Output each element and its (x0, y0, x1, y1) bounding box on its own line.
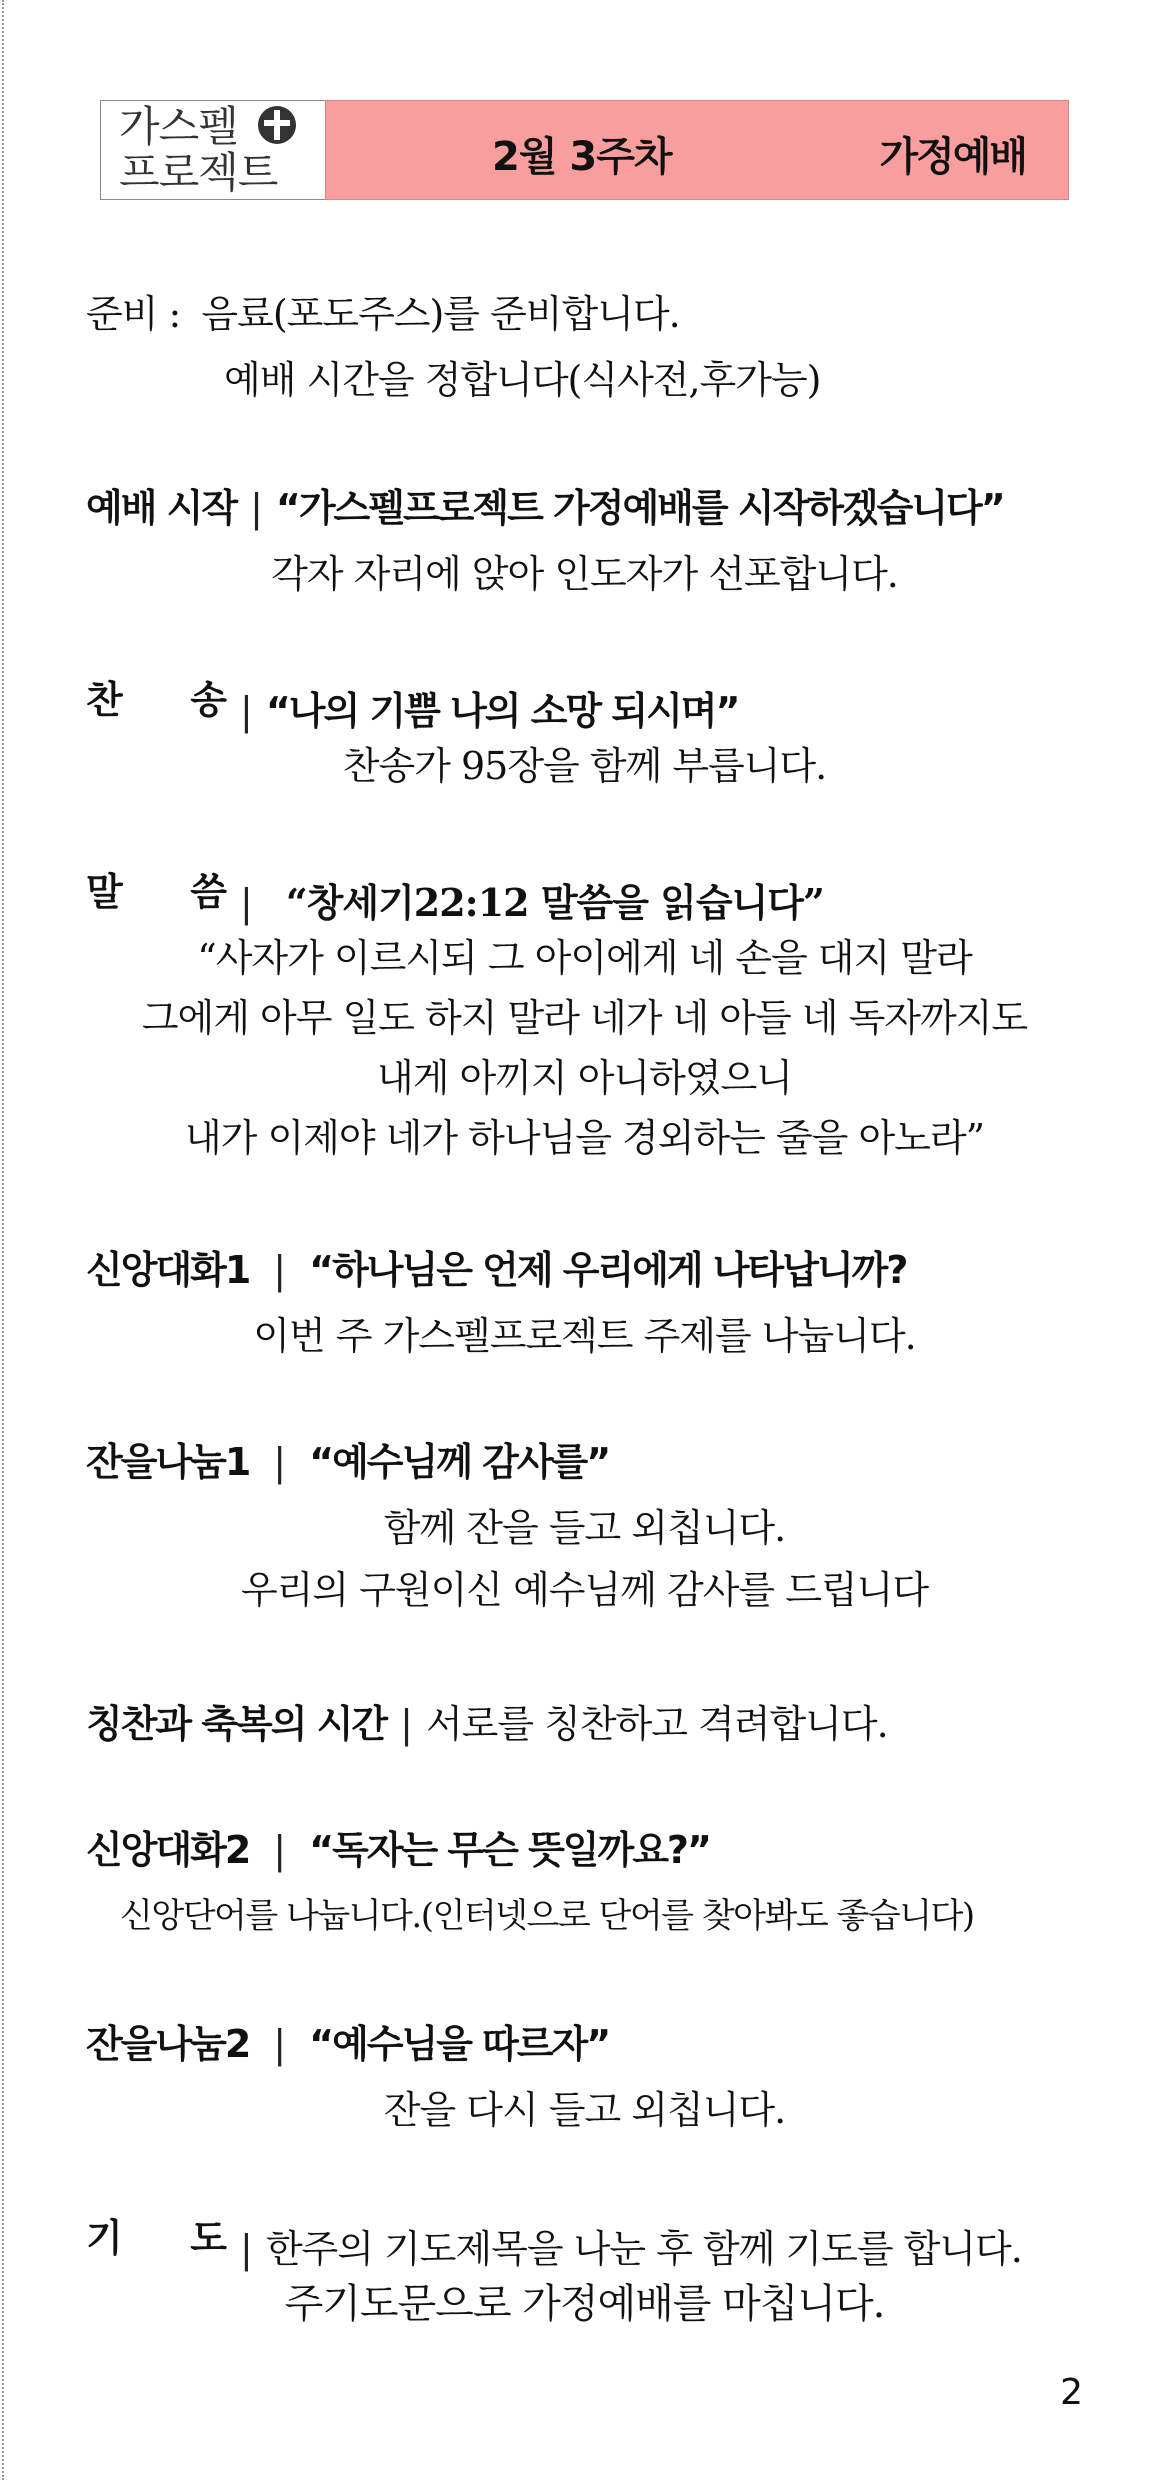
start-title: “가스펠프로젝트 가정예배를 시작하겠습니다” (275, 486, 1004, 530)
faith1-title: “하나님은 언제 우리에게 나타납니까? (309, 1248, 907, 1292)
prep-line-1 (86, 290, 680, 338)
scripture-line-3: 내게 아끼지 아니하였으니 (377, 1056, 792, 1100)
cup1-desc-1: 함께 잔을 들고 외칩니다. (383, 1506, 786, 1550)
praise-text: 서로를 칭찬하고 격려합니다. (425, 1702, 888, 1746)
week-banner (325, 100, 1069, 200)
prep-text-1: 음료(포도주스)를 준비합니다. (201, 292, 680, 336)
word-title: “창세기22:12 말씀을 읽습니다” (285, 880, 824, 925)
hymn-desc: 찬송가 95장을 함께 부릅니다. (342, 744, 827, 788)
start-separator: | (250, 486, 262, 530)
word-heading (86, 868, 824, 927)
cup1-desc-2: 우리의 구원이신 예수님께 감사를 드립니다 (240, 1568, 929, 1612)
scripture-line-1: “사자가 이르시되 그 아이에게 네 손을 대지 말라 (197, 936, 972, 980)
scripture-line-2: 그에게 아무 일도 하지 말라 네가 네 아들 네 독자까지도 (141, 996, 1028, 1040)
cup2-label: 잔을나눔2 (86, 2022, 250, 2066)
page-number: 2 (1060, 2372, 1083, 2413)
cup2-separator: | (273, 2022, 286, 2066)
start-desc: 각자 자리에 앉아 인도자가 선포합니다. (271, 552, 898, 596)
praise-heading (86, 1700, 888, 1748)
logo-top-text: 가스펠 (119, 102, 238, 151)
start-heading (86, 484, 1004, 532)
faith2-label: 신앙대화2 (86, 1828, 250, 1872)
gospel-project-logo (100, 100, 325, 200)
praise-separator: | (400, 1702, 412, 1746)
cup2-title: “예수님을 따르자” (309, 2022, 610, 2066)
faith2-title: “독자는 무슨 뜻일까요?” (309, 1828, 710, 1872)
cup2-desc: 잔을 다시 들고 외칩니다. (383, 2088, 786, 2132)
faith2-desc: 신앙단어를 나눕니다.(인터넷으로 단어를 찾아봐도 좋습니다) (120, 1896, 974, 1936)
cup1-title: “예수님께 감사를” (309, 1440, 610, 1484)
cup2-heading (86, 2020, 609, 2068)
word-label: 말 씀 (86, 870, 226, 914)
week-label: 2월 3주차 (492, 134, 672, 180)
hymn-title: “나의 기쁨 나의 소망 되시며” (265, 689, 739, 733)
worship-type-label: 가정예배 (879, 134, 1026, 180)
scripture-line-4: 내가 이제야 네가 하나님을 경외하는 줄을 아노라” (184, 1116, 985, 1160)
prayer-text: 한주의 기도제목을 나눈 후 함께 기도를 합니다. (265, 2227, 1022, 2271)
logo-bottom-text: 프로젝트 (119, 148, 278, 197)
faith1-separator: | (273, 1248, 286, 1292)
cross-circle-icon (257, 105, 297, 145)
faith1-label: 신앙대화1 (86, 1248, 250, 1292)
prayer-separator: | (240, 2227, 252, 2271)
hymn-label: 찬 송 (86, 678, 226, 722)
header-banner (100, 100, 1069, 200)
faith2-heading (86, 1826, 710, 1874)
cup1-heading (86, 1438, 609, 1486)
hymn-heading (86, 676, 738, 735)
prayer-heading (86, 2214, 1022, 2273)
prayer-closing: 주기도문으로 가정예배를 마칩니다. (284, 2281, 885, 2327)
cup1-separator: | (273, 1440, 286, 1484)
prayer-label: 기 도 (86, 2216, 226, 2260)
prep-text-2: 예배 시간을 정합니다(식사전,후가능) (224, 358, 821, 402)
cup1-label: 잔을나눔1 (86, 1440, 250, 1484)
prep-label: 준비 : (86, 292, 181, 336)
praise-label: 칭찬과 축복의 시간 (86, 1702, 387, 1746)
faith1-heading (86, 1246, 906, 1294)
hymn-separator: | (240, 689, 252, 733)
word-separator: | (240, 881, 252, 925)
faith2-separator: | (273, 1828, 286, 1872)
start-label: 예배 시작 (86, 486, 237, 530)
faith1-desc: 이번 주 가스펠프로젝트 주제를 나눕니다. (253, 1314, 916, 1358)
